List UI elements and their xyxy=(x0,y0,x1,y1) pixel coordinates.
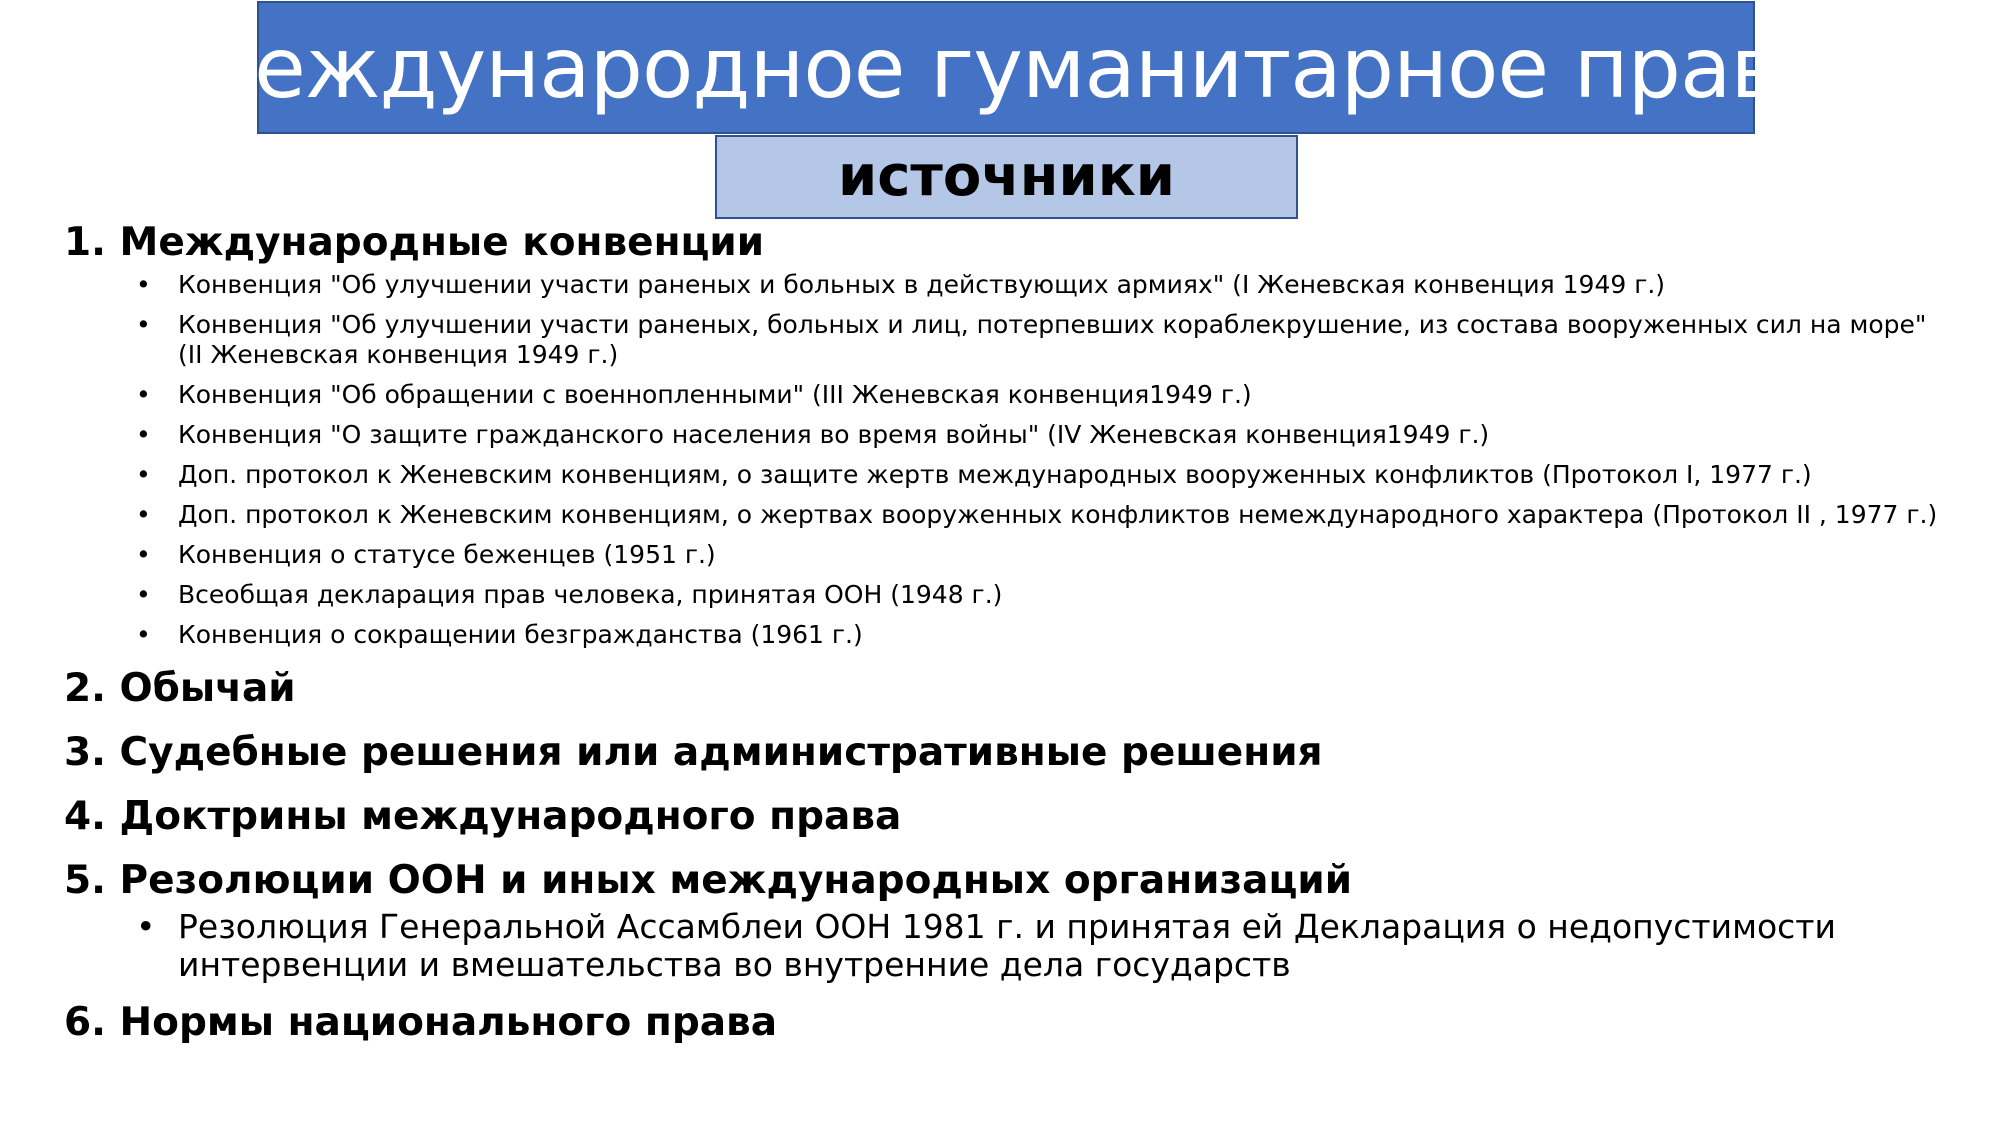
list-item: • Всеобщая декларация прав человека, принятая ООН (1948 г.) xyxy=(136,580,1944,610)
list-item: • Конвенция "Об обращении с военнопленными" (III Женевская конвенция1949 г.) xyxy=(136,380,1944,410)
list-item: • Доп. протокол к Женевским конвенциям, о защите жертв международных вооруженных конфликтов (Протокол I, 1977 г.) xyxy=(136,460,1944,490)
section-heading-national-law: 6. Нормы национального права xyxy=(64,1000,778,1045)
section-heading-resolutions: 5. Резолюции ООН и иных международных организаций xyxy=(64,858,1353,903)
section-heading-judicial-decisions: 3. Судебные решения или административные решения xyxy=(64,730,1323,775)
section-heading-conventions: 1. Международные конвенции xyxy=(64,220,765,265)
slide-subtitle: источники xyxy=(838,144,1175,209)
list-item: • Доп. протокол к Женевским конвенциям, о жертвах вооруженных конфликтов немеждународного характера (Протокол II , 1977 г.) xyxy=(136,500,1944,530)
conventions-list xyxy=(64,270,1944,650)
sources-list xyxy=(64,218,1944,1048)
section-heading-doctrines: 4. Доктрины международного права xyxy=(64,794,902,839)
title-banner xyxy=(182,1,1830,134)
section-heading-custom: 2. Обычай xyxy=(64,666,296,711)
list-item: • Конвенция о статусе беженцев (1951 г.) xyxy=(136,540,1944,570)
list-item: • Конвенция "О защите гражданского населения во время войны" (IV Женевская конвенция1949 г.) xyxy=(136,420,1944,450)
list-item: • Конвенция "Об улучшении участи раненых, больных и лиц, потерпевших кораблекрушение, из состава вооруженных сил на море" (II Женевская конвенция 1949 г.) xyxy=(136,310,1944,370)
resolutions-list xyxy=(64,908,1944,984)
list-item: • Резолюция Генеральной Ассамблеи ООН 1981 г. и принятая ей Декларация о недопустимости интервенции и вмешательства во внутренние дела государств xyxy=(136,908,1944,984)
subtitle-banner xyxy=(715,135,1298,219)
list-item: • Конвенция "Об улучшении участи раненых и больных в действующих армиях" (I Женевская конвенция 1949 г.) xyxy=(136,270,1944,300)
slide-title: Международное гуманитарное право xyxy=(182,18,1830,117)
list-item: • Конвенция о сокращении безгражданства (1961 г.) xyxy=(136,620,1944,650)
